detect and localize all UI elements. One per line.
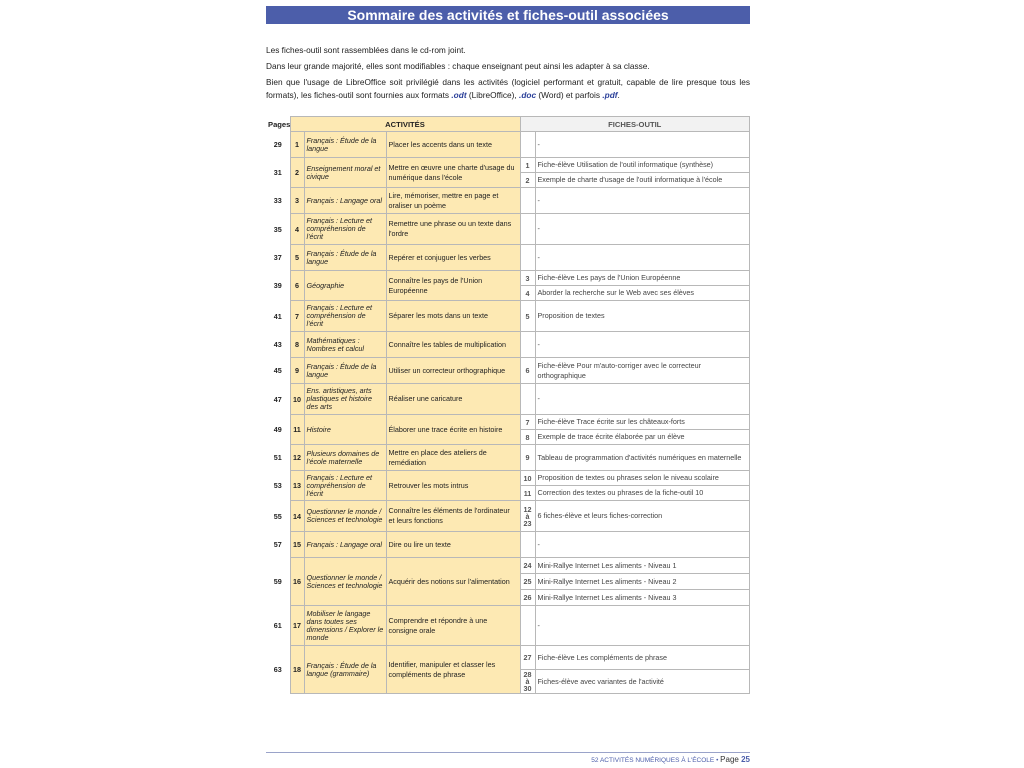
row-page: 33 bbox=[266, 188, 290, 214]
intro-paragraph-3 bbox=[266, 76, 750, 102]
fiche-number bbox=[520, 214, 535, 245]
row-activity-number: 13 bbox=[290, 471, 304, 501]
table-row bbox=[266, 501, 750, 532]
fiche-title: Fiche-élève Les pays de l'Union Européenne bbox=[535, 271, 750, 286]
fiche-number bbox=[520, 245, 535, 271]
table-row bbox=[266, 271, 750, 286]
fiche-title: - bbox=[535, 188, 750, 214]
row-domain: Ens. artistiques, arts plastiques et histoire des arts bbox=[304, 384, 386, 415]
fiche-number bbox=[520, 384, 535, 415]
footer-separator: • bbox=[716, 757, 719, 764]
fiche-number: 6 bbox=[520, 358, 535, 384]
row-activity-number: 5 bbox=[290, 245, 304, 271]
row-page: 29 bbox=[266, 132, 290, 158]
row-domain: Mathématiques : Nombres et calcul bbox=[304, 332, 386, 358]
fiche-title: - bbox=[535, 532, 750, 558]
row-page: 61 bbox=[266, 606, 290, 646]
fiche-title: Mini-Rallye Internet Les aliments - Niveau 2 bbox=[535, 574, 750, 590]
row-activity: Connaître les pays de l'Union Européenne bbox=[386, 271, 520, 301]
row-activity-number: 1 bbox=[290, 132, 304, 158]
row-domain: Histoire bbox=[304, 415, 386, 445]
row-page: 49 bbox=[266, 415, 290, 445]
fiche-number: 2 bbox=[520, 173, 535, 188]
fiche-title: Fiche-élève Utilisation de l'outil informatique (synthèse) bbox=[535, 158, 750, 173]
table-row bbox=[266, 358, 750, 384]
row-activity-number: 2 bbox=[290, 158, 304, 188]
footer-page-number: 25 bbox=[741, 755, 750, 764]
row-domain: Enseignement moral et civique bbox=[304, 158, 386, 188]
fiche-number: 11 bbox=[520, 486, 535, 501]
row-page: 59 bbox=[266, 558, 290, 606]
row-activity: Acquérir des notions sur l'alimentation bbox=[386, 558, 520, 606]
row-activity-number: 8 bbox=[290, 332, 304, 358]
row-domain: Français : Étude de la langue (grammaire) bbox=[304, 646, 386, 694]
table-row bbox=[266, 301, 750, 332]
intro-p3-d: . bbox=[617, 90, 620, 100]
fiche-number: 12 à 23 bbox=[520, 501, 535, 532]
fiche-number: 27 bbox=[520, 646, 535, 670]
row-domain: Français : Lecture et compréhension de l'écrit bbox=[304, 301, 386, 332]
row-activity: Utiliser un correcteur orthographique bbox=[386, 358, 520, 384]
row-domain: Mobiliser le langage dans toutes ses dimensions / Explorer le monde bbox=[304, 606, 386, 646]
row-page: 55 bbox=[266, 501, 290, 532]
fiche-number: 1 bbox=[520, 158, 535, 173]
row-page: 47 bbox=[266, 384, 290, 415]
header-pages: Pages bbox=[266, 117, 290, 132]
page-footer bbox=[591, 755, 750, 764]
fiche-number bbox=[520, 132, 535, 158]
fiche-title: 6 fiches-élève et leurs fiches-correction bbox=[535, 501, 750, 532]
table-row bbox=[266, 188, 750, 214]
row-activity-number: 4 bbox=[290, 214, 304, 245]
row-domain: Français : Étude de la langue bbox=[304, 245, 386, 271]
row-page: 63 bbox=[266, 646, 290, 694]
fiche-number: 9 bbox=[520, 445, 535, 471]
row-activity: Repérer et conjuguer les verbes bbox=[386, 245, 520, 271]
row-activity: Mettre en place des ateliers de remédiation bbox=[386, 445, 520, 471]
row-page: 51 bbox=[266, 445, 290, 471]
fiche-title: Fiche-élève Pour m'auto-corriger avec le correcteur orthographique bbox=[535, 358, 750, 384]
fiche-number bbox=[520, 532, 535, 558]
row-activity-number: 3 bbox=[290, 188, 304, 214]
fiche-number: 5 bbox=[520, 301, 535, 332]
fiche-number: 8 bbox=[520, 430, 535, 445]
fiche-title: Fiche-élève Trace écrite sur les châteaux-forts bbox=[535, 415, 750, 430]
table-row bbox=[266, 332, 750, 358]
format-doc: .doc bbox=[519, 90, 537, 100]
row-activity: Connaître les tables de multiplication bbox=[386, 332, 520, 358]
row-activity: Retrouver les mots intrus bbox=[386, 471, 520, 501]
fiche-title: Mini-Rallye Internet Les aliments - Niveau 1 bbox=[535, 558, 750, 574]
fiche-title: Correction des textes ou phrases de la fiche-outil 10 bbox=[535, 486, 750, 501]
row-page: 43 bbox=[266, 332, 290, 358]
format-odt: .odt bbox=[451, 90, 467, 100]
fiche-number: 4 bbox=[520, 286, 535, 301]
fiche-title: - bbox=[535, 332, 750, 358]
fiche-title: Exemple de trace écrite élaborée par un élève bbox=[535, 430, 750, 445]
table-row bbox=[266, 471, 750, 486]
fiche-title: Tableau de programmation d'activités numériques en maternelle bbox=[535, 445, 750, 471]
row-activity: Remettre une phrase ou un texte dans l'ordre bbox=[386, 214, 520, 245]
row-page: 45 bbox=[266, 358, 290, 384]
row-activity-number: 17 bbox=[290, 606, 304, 646]
row-domain: Questionner le monde / Sciences et technologie bbox=[304, 558, 386, 606]
footer-rule bbox=[266, 752, 750, 753]
fiche-title: - bbox=[535, 214, 750, 245]
table-row bbox=[266, 384, 750, 415]
table-row bbox=[266, 214, 750, 245]
table-row bbox=[266, 558, 750, 574]
fiche-number: 26 bbox=[520, 590, 535, 606]
row-activity-number: 12 bbox=[290, 445, 304, 471]
row-activity-number: 16 bbox=[290, 558, 304, 606]
row-page: 39 bbox=[266, 271, 290, 301]
row-activity: Élaborer une trace écrite en histoire bbox=[386, 415, 520, 445]
table-header-row bbox=[266, 117, 750, 132]
row-domain: Questionner le monde / Sciences et technologie bbox=[304, 501, 386, 532]
row-activity-number: 9 bbox=[290, 358, 304, 384]
fiche-number: 10 bbox=[520, 471, 535, 486]
row-activity-number: 7 bbox=[290, 301, 304, 332]
row-activity-number: 11 bbox=[290, 415, 304, 445]
intro-text bbox=[266, 44, 750, 105]
row-domain: Français : Lecture et compréhension de l'écrit bbox=[304, 214, 386, 245]
row-activity-number: 6 bbox=[290, 271, 304, 301]
summary-table bbox=[266, 116, 750, 694]
row-domain: Français : Étude de la langue bbox=[304, 132, 386, 158]
row-domain: Français : Étude de la langue bbox=[304, 358, 386, 384]
row-page: 53 bbox=[266, 471, 290, 501]
row-page: 37 bbox=[266, 245, 290, 271]
row-activity: Lire, mémoriser, mettre en page et oraliser un poème bbox=[386, 188, 520, 214]
intro-paragraph-1: Les fiches-outil sont rassemblées dans le cd-rom joint. bbox=[266, 45, 466, 55]
row-activity: Identifier, manipuler et classer les compléments de phrase bbox=[386, 646, 520, 694]
fiche-title: - bbox=[535, 245, 750, 271]
intro-p3-c: (Word) et parfois bbox=[536, 90, 603, 100]
fiche-number: 3 bbox=[520, 271, 535, 286]
table-row bbox=[266, 132, 750, 158]
table-row bbox=[266, 245, 750, 271]
table-body bbox=[266, 132, 750, 694]
fiche-number: 28 à 30 bbox=[520, 670, 535, 694]
fiche-title: Fiches-élève avec variantes de l'activité bbox=[535, 670, 750, 694]
row-activity: Connaître les éléments de l'ordinateur et leurs fonctions bbox=[386, 501, 520, 532]
row-activity-number: 15 bbox=[290, 532, 304, 558]
row-activity: Séparer les mots dans un texte bbox=[386, 301, 520, 332]
fiche-number bbox=[520, 188, 535, 214]
table-row bbox=[266, 606, 750, 646]
row-activity: Réaliser une caricature bbox=[386, 384, 520, 415]
row-activity-number: 18 bbox=[290, 646, 304, 694]
row-page: 31 bbox=[266, 158, 290, 188]
row-activity: Placer les accents dans un texte bbox=[386, 132, 520, 158]
footer-book-title: 52 ACTIVITÉS NUMÉRIQUES À L'ÉCOLE bbox=[591, 757, 715, 764]
row-page: 35 bbox=[266, 214, 290, 245]
table-row bbox=[266, 532, 750, 558]
format-pdf: .pdf bbox=[602, 90, 618, 100]
intro-paragraph-2: Dans leur grande majorité, elles sont modifiables : chaque enseignant peut ainsi les adapter à sa classe. bbox=[266, 61, 650, 71]
footer-page-label: Page bbox=[720, 755, 739, 764]
fiche-title: Exemple de charte d'usage de l'outil informatique à l'école bbox=[535, 173, 750, 188]
row-activity-number: 14 bbox=[290, 501, 304, 532]
fiche-title: Fiche-élève Les compléments de phrase bbox=[535, 646, 750, 670]
table-row bbox=[266, 415, 750, 430]
fiche-title: - bbox=[535, 132, 750, 158]
row-domain: Français : Lecture et compréhension de l'écrit bbox=[304, 471, 386, 501]
fiche-number: 7 bbox=[520, 415, 535, 430]
row-domain: Français : Langage oral bbox=[304, 532, 386, 558]
fiche-title: Mini-Rallye Internet Les aliments - Niveau 3 bbox=[535, 590, 750, 606]
row-activity: Comprendre et répondre à une consigne orale bbox=[386, 606, 520, 646]
fiche-number bbox=[520, 606, 535, 646]
table-row bbox=[266, 158, 750, 173]
row-domain: Plusieurs domaines de l'école maternelle bbox=[304, 445, 386, 471]
header-fiches-outil: FICHES-OUTIL bbox=[520, 117, 750, 132]
table-row bbox=[266, 646, 750, 670]
row-activity-number: 10 bbox=[290, 384, 304, 415]
page-banner-title: Sommaire des activités et fiches-outil associées bbox=[266, 6, 750, 24]
fiche-title: - bbox=[535, 606, 750, 646]
fiche-title: Proposition de textes bbox=[535, 301, 750, 332]
row-domain: Français : Langage oral bbox=[304, 188, 386, 214]
table-row bbox=[266, 445, 750, 471]
row-page: 41 bbox=[266, 301, 290, 332]
fiche-title: - bbox=[535, 384, 750, 415]
fiche-number: 25 bbox=[520, 574, 535, 590]
row-activity: Mettre en œuvre une charte d'usage du numérique dans l'école bbox=[386, 158, 520, 188]
row-activity: Dire ou lire un texte bbox=[386, 532, 520, 558]
intro-p3-b: (LibreOffice), bbox=[466, 90, 520, 100]
fiche-title: Proposition de textes ou phrases selon le niveau scolaire bbox=[535, 471, 750, 486]
row-domain: Géographie bbox=[304, 271, 386, 301]
fiche-number bbox=[520, 332, 535, 358]
row-page: 57 bbox=[266, 532, 290, 558]
intro-p3-a: Bien que l'usage de LibreOffice soit privilégié dans les activités (logiciel performant et gratuit, capable de lire presque tous les formats), les fiches-outil sont fournies aux formats bbox=[266, 77, 750, 100]
fiche-number: 24 bbox=[520, 558, 535, 574]
header-activites: ACTIVITÉS bbox=[290, 117, 520, 132]
fiche-title: Aborder la recherche sur le Web avec ses élèves bbox=[535, 286, 750, 301]
